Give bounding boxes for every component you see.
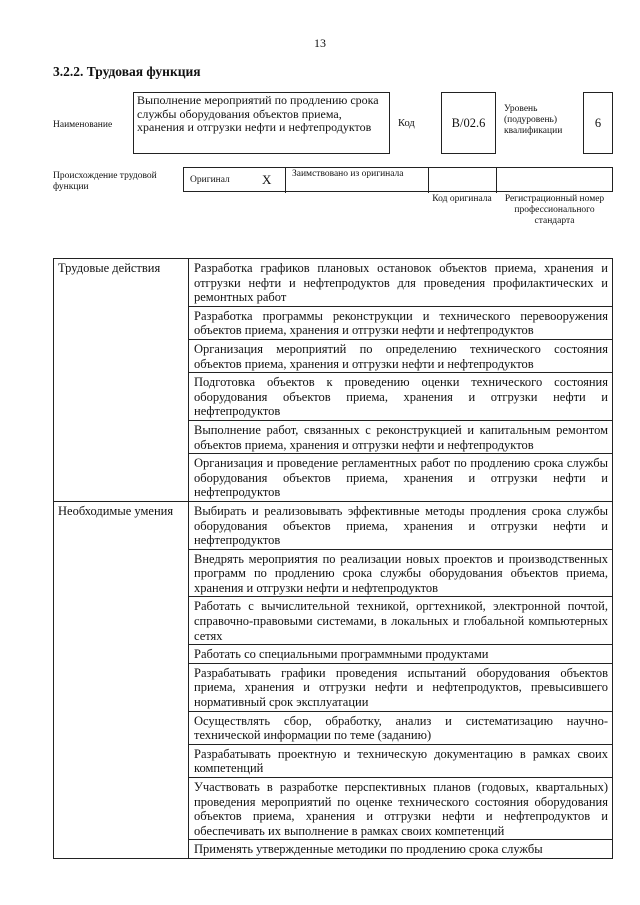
table-row [54,501,613,549]
page-number: 13 [314,36,326,50]
borrowed-label: Заимствовано из оригинала [292,169,404,179]
function-name-box: Выполнение мероприятий по продлению срока службы оборудования объектов приема, хранения и отгрузки нефти и нефтепродуктов [133,92,390,154]
item-cell: Осуществлять сбор, обработку, анализ и систематизацию научно-технической информации по теме (заданию) [189,711,613,744]
item-cell: Работать с вычислительной техникой, оргтехникой, электронной почтой, справочно-правовыми системами, в локальных и глобальной компьютерных сетях [189,597,613,645]
original-cell [184,168,286,193]
item-cell: Выбирать и реализовывать эффективные методы продления срока службы оборудования объектов приема, хранения и отгрузки нефти и нефтепродуктов [189,501,613,549]
origin-code-caption: Код оригинала [432,194,492,204]
item-cell: Подготовка объектов к проведению оценки технического состояния оборудования объектов приема, хранения и отгрузки нефти и нефтепродуктов [189,373,613,421]
item-cell: Работать со специальными программными продуктами [189,645,613,664]
item-cell: Разработка программы реконструкции и технического перевооружения объектов приема, хранения и отгрузки нефти и нефтепродуктов [189,306,613,339]
original-label: Оригинал [190,175,230,185]
item-cell: Разрабатывать проектную и техническую документацию в рамках своих компетенций [189,744,613,777]
table-row [54,259,613,307]
item-cell: Организация мероприятий по определению технического состояния объектов приема, хранения и отгрузки нефти и нефтепродуктов [189,339,613,372]
item-cell: Организация и проведение регламентных работ по продлению срока службы оборудования объектов приема, хранения и отгрузки нефти и нефтепродуктов [189,454,613,502]
original-mark: X [262,172,272,187]
item-cell: Внедрять мероприятия по реализации новых проектов и производственных программ по продлению срока службы оборудования объектов приема, хранения и отгрузки нефти и нефтепродуктов [189,549,613,597]
origin-label: Происхождение трудовой функции [53,171,157,192]
section-title: 3.2.2. Трудовая функция [53,64,201,79]
function-code-box: B/02.6 [441,92,496,154]
item-cell: Применять утвержденные методики по продлению срока службы [189,840,613,859]
item-cell: Участвовать в разработке перспективных планов (годовых, квартальных) проведения мероприятий по оценке технического состояния оборудования объектов приема, хранения и отгрузки нефти и нефтепродуктов и обеспечивать их выполнение в рамках своих компетенций [189,778,613,840]
function-details-table [53,258,613,859]
registration-number-cell [497,168,612,193]
name-label: Наименование [53,120,113,130]
item-cell: Разработка графиков плановых остановок объектов приема, хранения и отгрузки нефти и нефтепродуктов для проведения профилактических и ремонтных работ [189,259,613,307]
category-cell: Необходимые умения [54,501,189,858]
origin-row [183,167,613,192]
qualification-level-box: 6 [583,92,613,154]
registration-number-caption: Регистрационный номер профессионального стандарта [504,194,605,226]
code-label: Код [398,118,415,129]
origin-code-cell [429,168,497,193]
category-cell: Трудовые действия [54,259,189,502]
borrowed-cell [286,168,429,193]
item-cell: Разрабатывать графики проведения испытаний оборудования объектов приема, хранения и отгрузки нефти и нефтепродуктов, превысившего нормативный срок эксплуатации [189,663,613,711]
item-cell: Выполнение работ, связанных с реконструкцией и капитальным ремонтом объектов приема, хранения и отгрузки нефти и нефтепродуктов [189,420,613,453]
level-label: Уровень (подуровень) квалификации [504,104,563,136]
